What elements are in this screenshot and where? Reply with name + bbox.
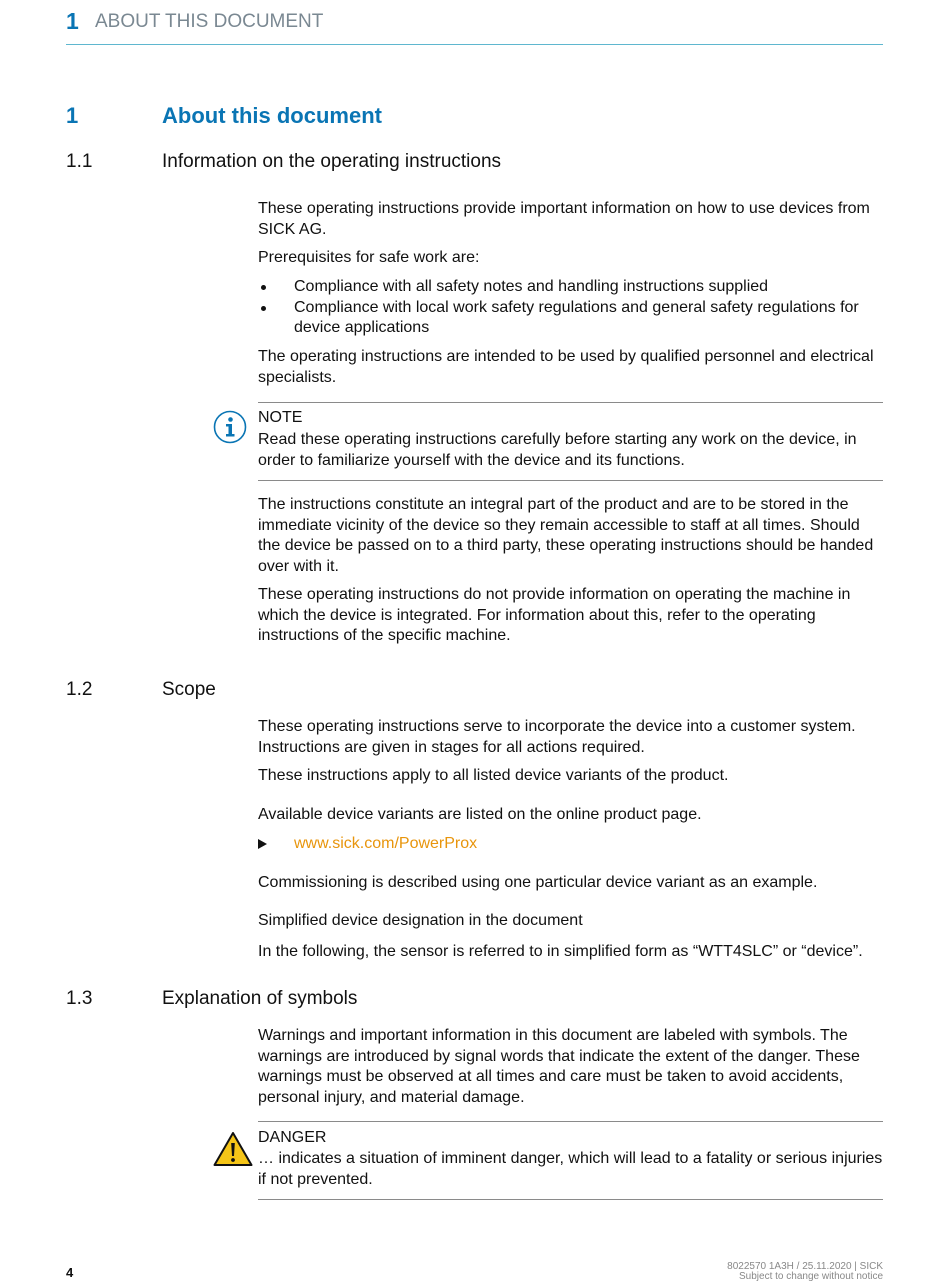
list-item-text: Compliance with all safety notes and handling instructions supplied [294,278,769,295]
chapter-number: 1 [66,103,79,128]
section-heading-1-3 [66,988,358,1010]
bullet-icon [261,285,266,290]
running-header-title: ABOUT THIS DOCUMENT [95,11,324,32]
section-heading-1-2 [66,679,216,701]
doc-reference: 8022570 1A3H / 25.11.2020 | SICK [727,1261,883,1272]
paragraph: The instructions constitute an integral part of the product and are to be stored in the immediate vicinity of the device so they remain accessible to staff at all times. Should the device be passed on to a third party, these operating instructions should be handed over with it. [258,496,874,575]
list-item [258,277,886,298]
page-number: 4 [66,1265,74,1280]
change-notice: Subject to change without notice [739,1271,883,1282]
chapter-heading [66,103,382,129]
footer-info [727,1262,883,1282]
paragraph: These operating instructions serve to incorporate the device into a customer system. Instructions are given in stages for all actions required. [258,718,856,756]
paragraph: These operating instructions provide important information on how to use devices from SICK AG. [258,200,870,238]
notice-top-rule [258,402,883,403]
paragraph: Available device variants are listed on the online product page. [258,806,702,823]
paragraph: The operating instructions are intended to be used by qualified personnel and electrical specialists. [258,348,874,386]
bullet-list [258,277,886,339]
warning-triangle-icon [213,1131,253,1167]
danger-top-rule [258,1121,883,1122]
section-title: Scope [162,679,216,700]
paragraph: These operating instructions do not provide information on operating the machine in which the device is integrated. For information about this, refer to the operating instructions of the specific machine. [258,586,851,644]
product-page-link[interactable]: www.sick.com/PowerProx [294,835,478,852]
notice-bottom-rule [258,480,883,481]
list-item-text: Compliance with local work safety regulations and general safety regulations for device applications [294,298,859,336]
paragraph: Commissioning is described using one particular device variant as an example. [258,874,818,891]
section-title: Information on the operating instructions [162,151,502,172]
section-number: 1.1 [66,151,93,172]
note-label: NOTE [258,409,303,426]
section-title: Explanation of symbols [162,988,358,1009]
chapter-title: About this document [162,103,382,128]
info-icon [213,410,247,444]
paragraph: These instructions apply to all listed device variants of the product. [258,767,729,784]
running-header [66,8,883,45]
running-header-number: 1 [66,8,79,34]
paragraph: Prerequisites for safe work are: [258,249,480,266]
section-number: 1.2 [66,679,93,700]
bullet-icon [261,306,266,311]
paragraph: Warnings and important information in this document are labeled with symbols. The warnings are introduced by signal words that indicate the extent of the danger. These warnings must be observed at all times and care must be taken to avoid accidents, personal injury, and material damage. [258,1027,860,1106]
section-number: 1.3 [66,988,93,1009]
danger-text: … indicates a situation of imminent danger, which will lead to a fatality or serious injuries if not prevented. [258,1150,883,1188]
section-heading-1-1 [66,151,502,173]
arrow-right-icon [258,839,267,849]
list-item [258,298,886,339]
subheading: Simplified device designation in the document [258,912,583,929]
danger-label: DANGER [258,1129,327,1146]
note-text: Read these operating instructions carefully before starting any work on the device, in order to familiarize yourself with the device and its functions. [258,431,857,469]
danger-bottom-rule [258,1199,883,1200]
paragraph: In the following, the sensor is referred to in simplified form as “WTT4SLC” or “device”. [258,943,863,960]
